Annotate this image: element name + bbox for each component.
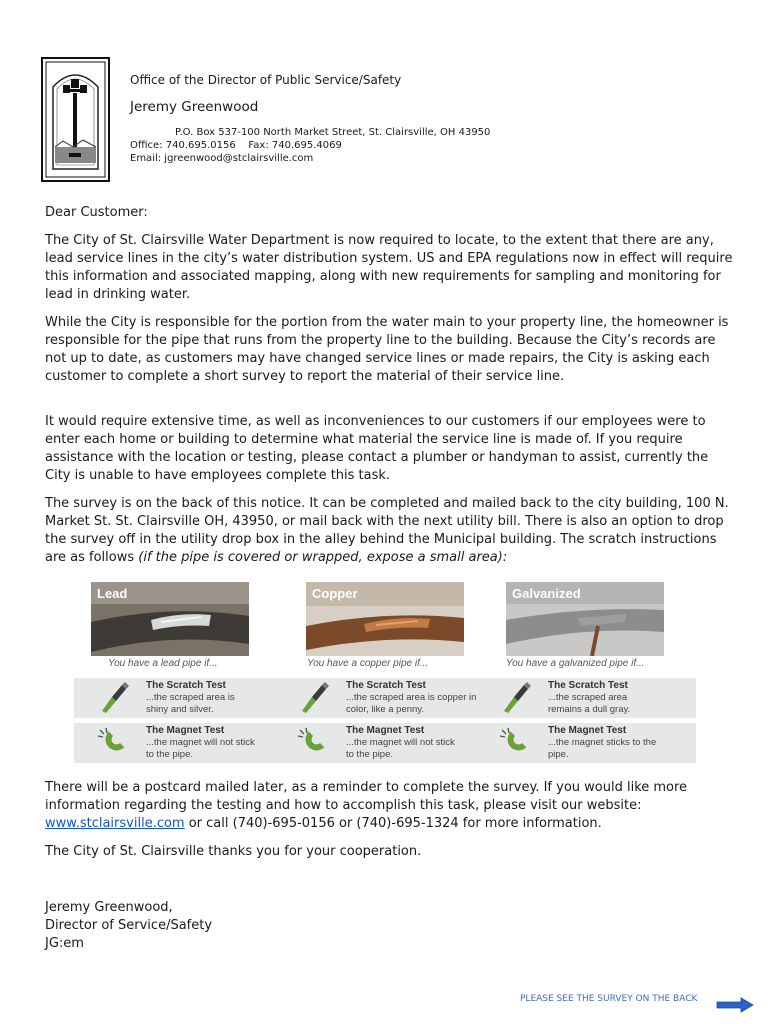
magnet-test-desc: ...the magnet will not stick to the pipe. [146, 737, 255, 760]
galvanized-magnet-test [476, 723, 657, 763]
city-seal-logo [41, 57, 110, 182]
website-link[interactable]: www.stclairsville.com [45, 816, 185, 831]
scratch-test-desc: ...the scraped area is copper in color, like a penny. [346, 692, 477, 715]
mailing-address: P.O. Box 537-100 North Market Street, St. Clairsville, OH 43950 [175, 127, 491, 138]
copper-magnet-test [274, 723, 455, 763]
scratch-test-title: The Scratch Test [346, 680, 426, 691]
lead-pipe-photo [91, 582, 249, 656]
paragraph-survey [45, 495, 735, 567]
copper-label: Copper [312, 586, 358, 601]
scratch-test-title: The Scratch Test [548, 680, 628, 691]
paragraph-thanks: The City of St. Clairsville thanks you for your cooperation. [45, 844, 422, 859]
arrow-right-icon [716, 997, 754, 1013]
magnet-test-title: The Magnet Test [346, 725, 425, 736]
copper-pipe-photo [306, 582, 464, 656]
survey-note: (if the pipe is covered or wrapped, expose a small area): [138, 550, 508, 565]
survey-instructions: The survey is on the back of this notice. It can be completed and mailed back to the city building, 100 N. Market St. St. Clairsville OH, 43950, or mail back with the next utility bill. There is also an option to drop the survey off in the utility drop box in the alley behind the Municipal building. The scratch instructions are as follows [45, 496, 729, 565]
magnet-test-band [74, 723, 696, 763]
paragraph-lead-lines: The City of St. Clairsville Water Department is now required to locate, to the extent that there are any, lead service lines in the city’s water distribution system. US and EPA regulations now in effect will require this information and associated mapping, along with new requirements for sampling and monitoring for lead in drinking water. [45, 233, 733, 302]
galvanized-pipe-photo [506, 582, 664, 656]
pipe-test-panel [74, 582, 696, 764]
galvanized-caption: You have a galvanized pipe if... [506, 658, 645, 669]
scratch-tool-icon [96, 681, 130, 715]
scratch-test-desc: ...the scraped area is shiny and silver. [146, 692, 235, 715]
paragraph-postcard [45, 779, 735, 833]
magnet-icon [498, 726, 532, 760]
signature-title: Director of Service/Safety [45, 918, 213, 933]
copper-scratch-test [274, 678, 477, 718]
copper-caption: You have a copper pipe if... [307, 658, 429, 669]
scratch-tool-icon [296, 681, 330, 715]
magnet-test-desc: ...the magnet will not stick to the pipe. [346, 737, 455, 760]
lead-label: Lead [97, 586, 128, 601]
paragraph-responsibility: While the City is responsible for the portion from the water main to your property line, the homeowner is responsible for the pipe that runs from the property line to the building. Because the City’s records are not up to date, as customers may have changed service lines or made repairs, the City is asking each customer to complete a short survey to report the material of their service line. [45, 315, 729, 384]
see-survey-note: PLEASE SEE THE SURVEY ON THE BACK [520, 994, 698, 1004]
scratch-test-title: The Scratch Test [146, 680, 226, 691]
magnet-icon [296, 726, 330, 760]
magnet-test-title: The Magnet Test [146, 725, 225, 736]
scratch-test-band [74, 678, 696, 718]
postcard-text: There will be a postcard mailed later, as a reminder to complete the survey. If you would like more information regarding the testing and how to accomplish this task, please visit our website: [45, 780, 688, 813]
scratch-test-desc: ...the scraped area remains a dull gray. [548, 692, 631, 715]
magnet-icon [96, 726, 130, 760]
signature-initials: JG:em [45, 936, 84, 951]
galvanized-label: Galvanized [512, 586, 581, 601]
phone-fax: Office: 740.695.0156 Fax: 740.695.4069 [130, 140, 342, 151]
phone-info: or call (740)-695-0156 or (740)-695-1324 for more information. [184, 816, 602, 831]
galvanized-scratch-test [476, 678, 646, 718]
greeting: Dear Customer: [45, 205, 148, 220]
magnet-test-desc: ...the magnet sticks to the pipe. [548, 737, 657, 760]
lead-caption: You have a lead pipe if... [108, 658, 218, 669]
office-title: Office of the Director of Public Service/Safety [130, 73, 402, 87]
lead-magnet-test [74, 723, 255, 763]
signature-name: Jeremy Greenwood, [45, 900, 173, 915]
paragraph-assistance: It would require extensive time, as well as inconveniences to our customers if our employees were to enter each home or building to determine what material the service line is made of. If you require assistance with the location or testing, please contact a plumber or handyman to assist, currently the City is unable to have employees complete this task. [45, 414, 709, 483]
magnet-test-title: The Magnet Test [548, 725, 627, 736]
scratch-tool-icon [498, 681, 532, 715]
email-line: Email: jgreenwood@stclairsville.com [130, 153, 314, 164]
director-name: Jeremy Greenwood [130, 99, 259, 115]
lead-scratch-test [74, 678, 244, 718]
